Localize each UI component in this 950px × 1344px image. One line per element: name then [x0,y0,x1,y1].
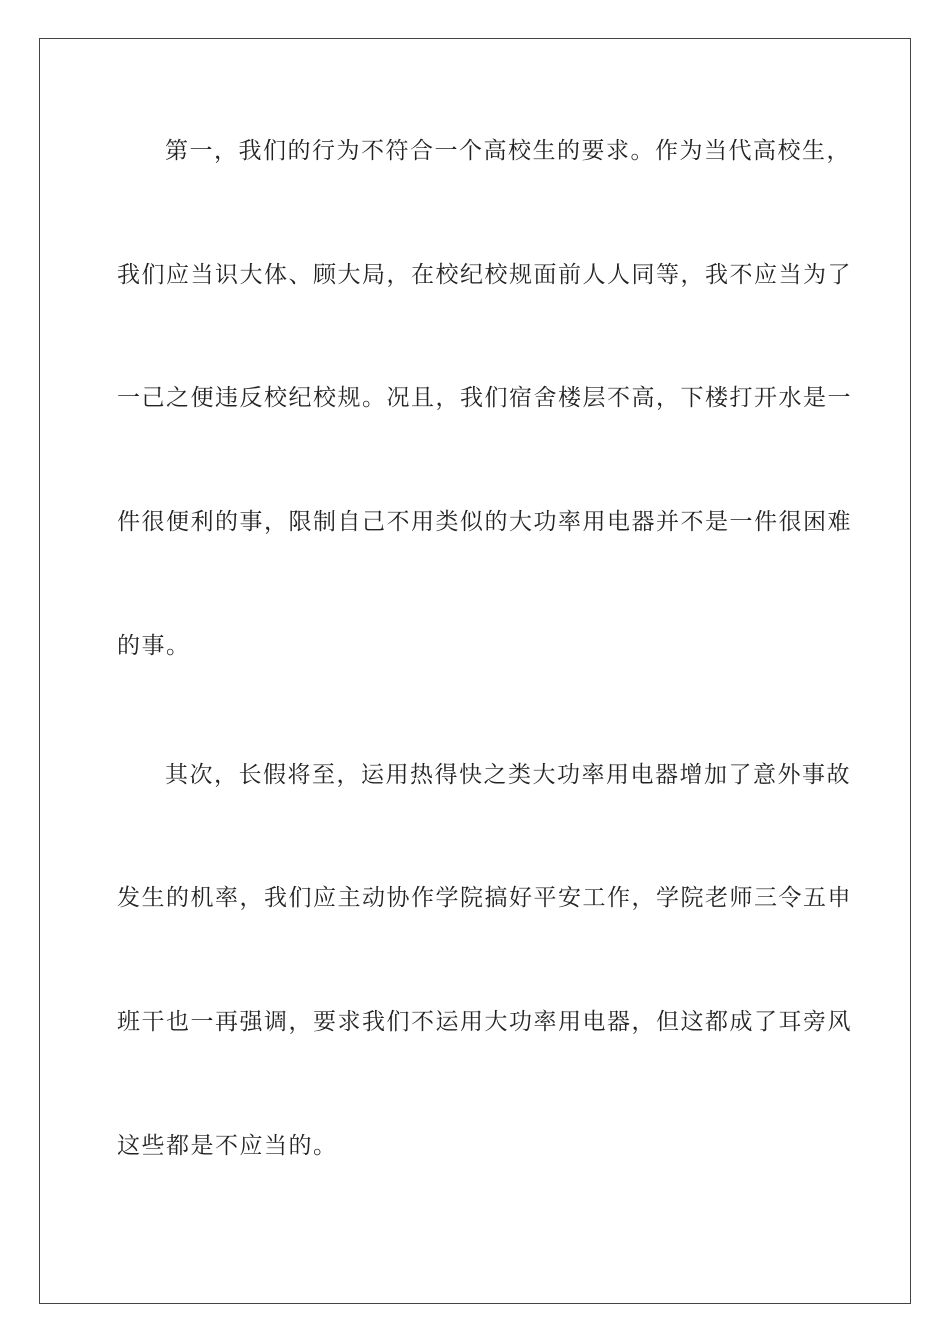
paragraph-1-line-4: 件很便利的事，限制自己不用类似的大功率用电器并不是一件很困难 [117,509,852,535]
paragraph-1-line-1: 第一，我们的行为不符合一个高校生的要求。作为当代高校生， [165,138,851,164]
paragraph-2-line-2: 发生的机率，我们应主动协作学院搞好平安工作，学院老师三令五申 [117,885,852,911]
paragraph-2-line-4: 这些都是不应当的。 [117,1133,338,1159]
paragraph-2-line-1: 其次，长假将至，运用热得快之类大功率用电器增加了意外事故 [165,762,851,788]
paragraph-1-line-2: 我们应当识大体、顾大局，在校纪校规面前人人同等，我不应当为了 [117,262,852,288]
paragraph-2-line-3: 班干也一再强调，要求我们不运用大功率用电器，但这都成了耳旁风 [117,1009,852,1035]
paragraph-1-line-3: 一己之便违反校纪校规。况且，我们宿舍楼层不高，下楼打开水是一 [117,385,852,411]
paragraph-1-line-5: 的事。 [117,633,191,659]
page-border [39,38,911,1304]
